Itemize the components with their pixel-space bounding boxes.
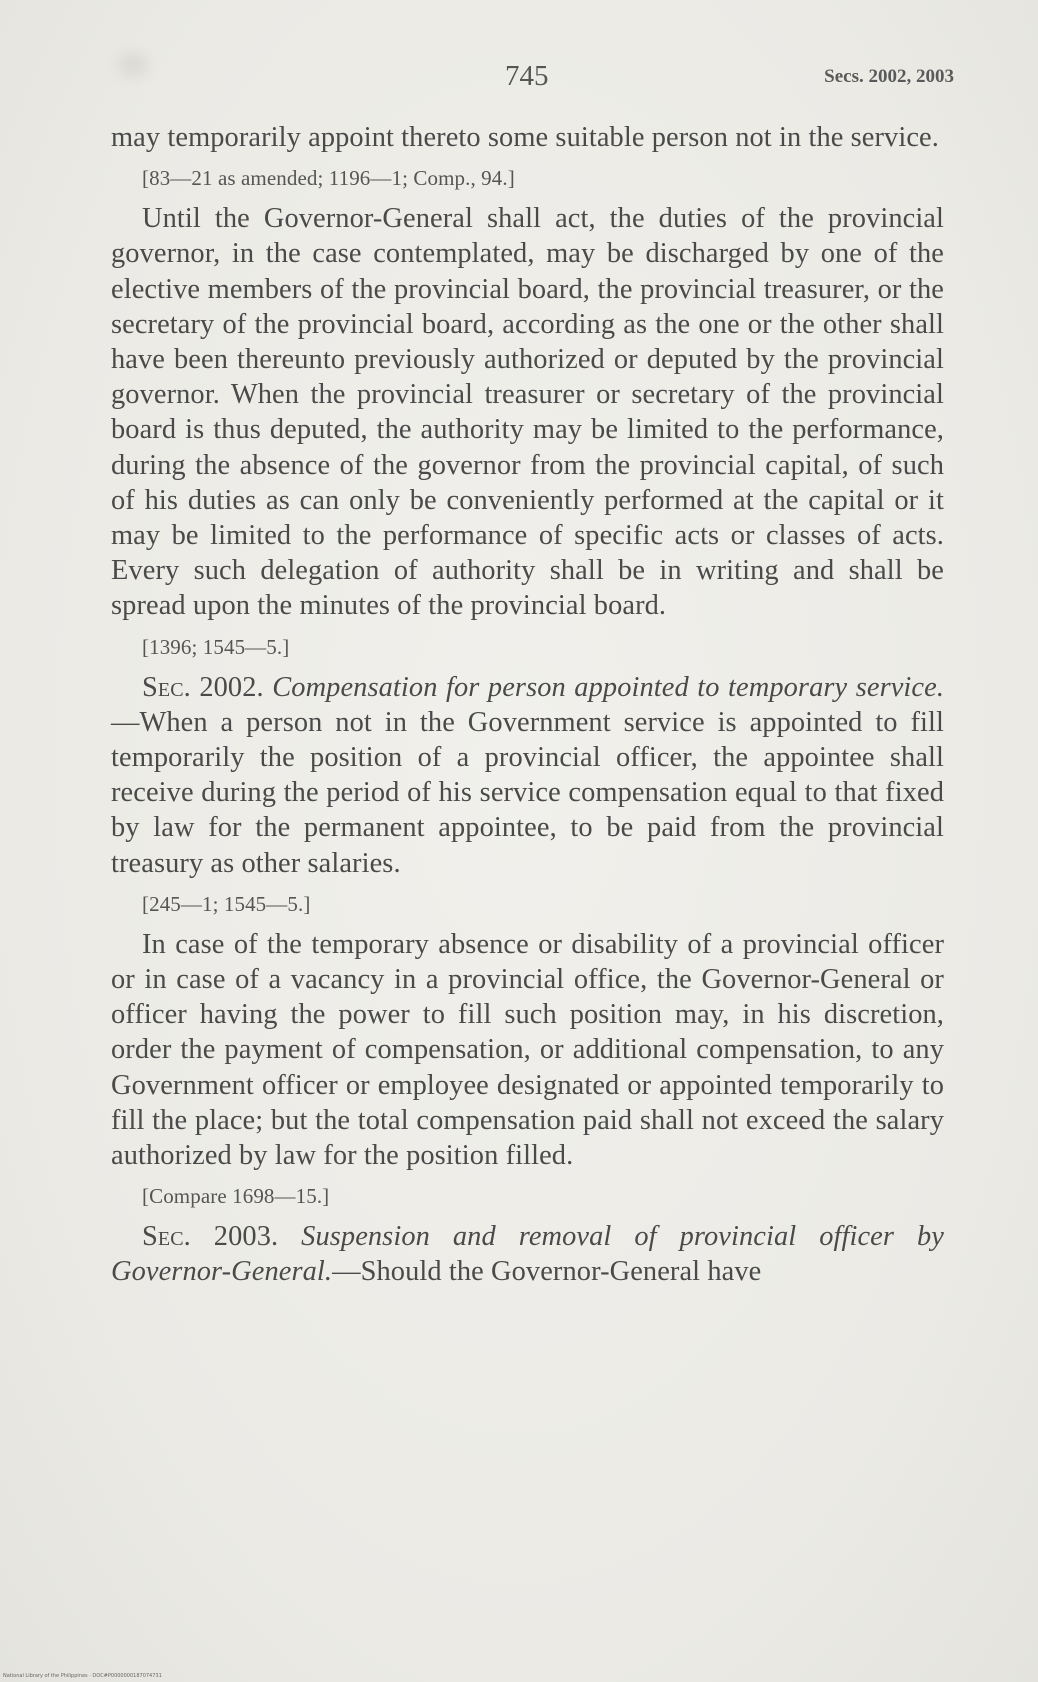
section-label: Sec. 2002. [142,671,264,703]
paragraph: Until the Governor-General shall act, the duties of the provincial governor, in the case contemplated, may be discharged by one of the elective members of the provincial board, the provincial treasurer, or the secretary of the provincial board, according as the one or the other shall have been thereunto previously authorized or deputed by the provincial governor. When the provincial treasurer or secretary of the provincial board is thus deputed, the authority may be limited to the performance, during the absence of the governor from the provincial capital, of such of his duties as can only be conveniently performed at the capital or it may be limited to the performance of specific acts or classes of acts. Every such delegation of authority shall be in writing and shall be spread upon the minutes of the provincial board. [111,203,944,622]
section-label: Sec. 2003. [142,1221,279,1253]
section-text: —When a person not in the Government service is appointed to fill temporarily the position of a provincial officer, the appointee shall receive during the period of his service compensation equal to that fixed by law for the permanent appointee, to be paid from the provincial treasury as other salaries. [111,706,944,879]
sections-reference: Secs. 2002, 2003 [824,66,954,87]
citation: [Compare 1698—15.] [142,1184,330,1209]
section-text: —Should the Governor-General have [332,1256,762,1288]
section-2003 [111,1219,944,1289]
citation: [83—21 as amended; 1196—1; Comp., 94.] [142,166,515,191]
citation: [1396; 1545—5.] [142,634,290,659]
paragraph: In case of the temporary absence or disability of a provincial officer or in case of a vacancy in a provincial office, the Governor-General or officer having the power to fill such position may, in his discretion, order the payment of compensation, or additional compensation, to any Government officer or employee designated or appointed temporarily to fill the place; but the total compensation paid shall not exceed the salary authorized by law for the position filled. [111,928,944,1172]
section-2002 [111,670,944,881]
page-header [0,60,1038,96]
section-heading: Suspension and removal of provincial officer by Governor-General. [111,1221,944,1288]
page-number: 745 [505,60,549,92]
paragraph-continuation: may temporarily appoint thereto some suitable person not in the service. [111,122,939,153]
scan-footer-note: National Library of the Philippines · DOC#P0000000187074731 [3,1673,162,1679]
section-heading: Compensation for person appointed to temporary service. [272,671,945,703]
document-body [111,120,944,1290]
citation: [245—1; 1545—5.] [142,891,311,916]
